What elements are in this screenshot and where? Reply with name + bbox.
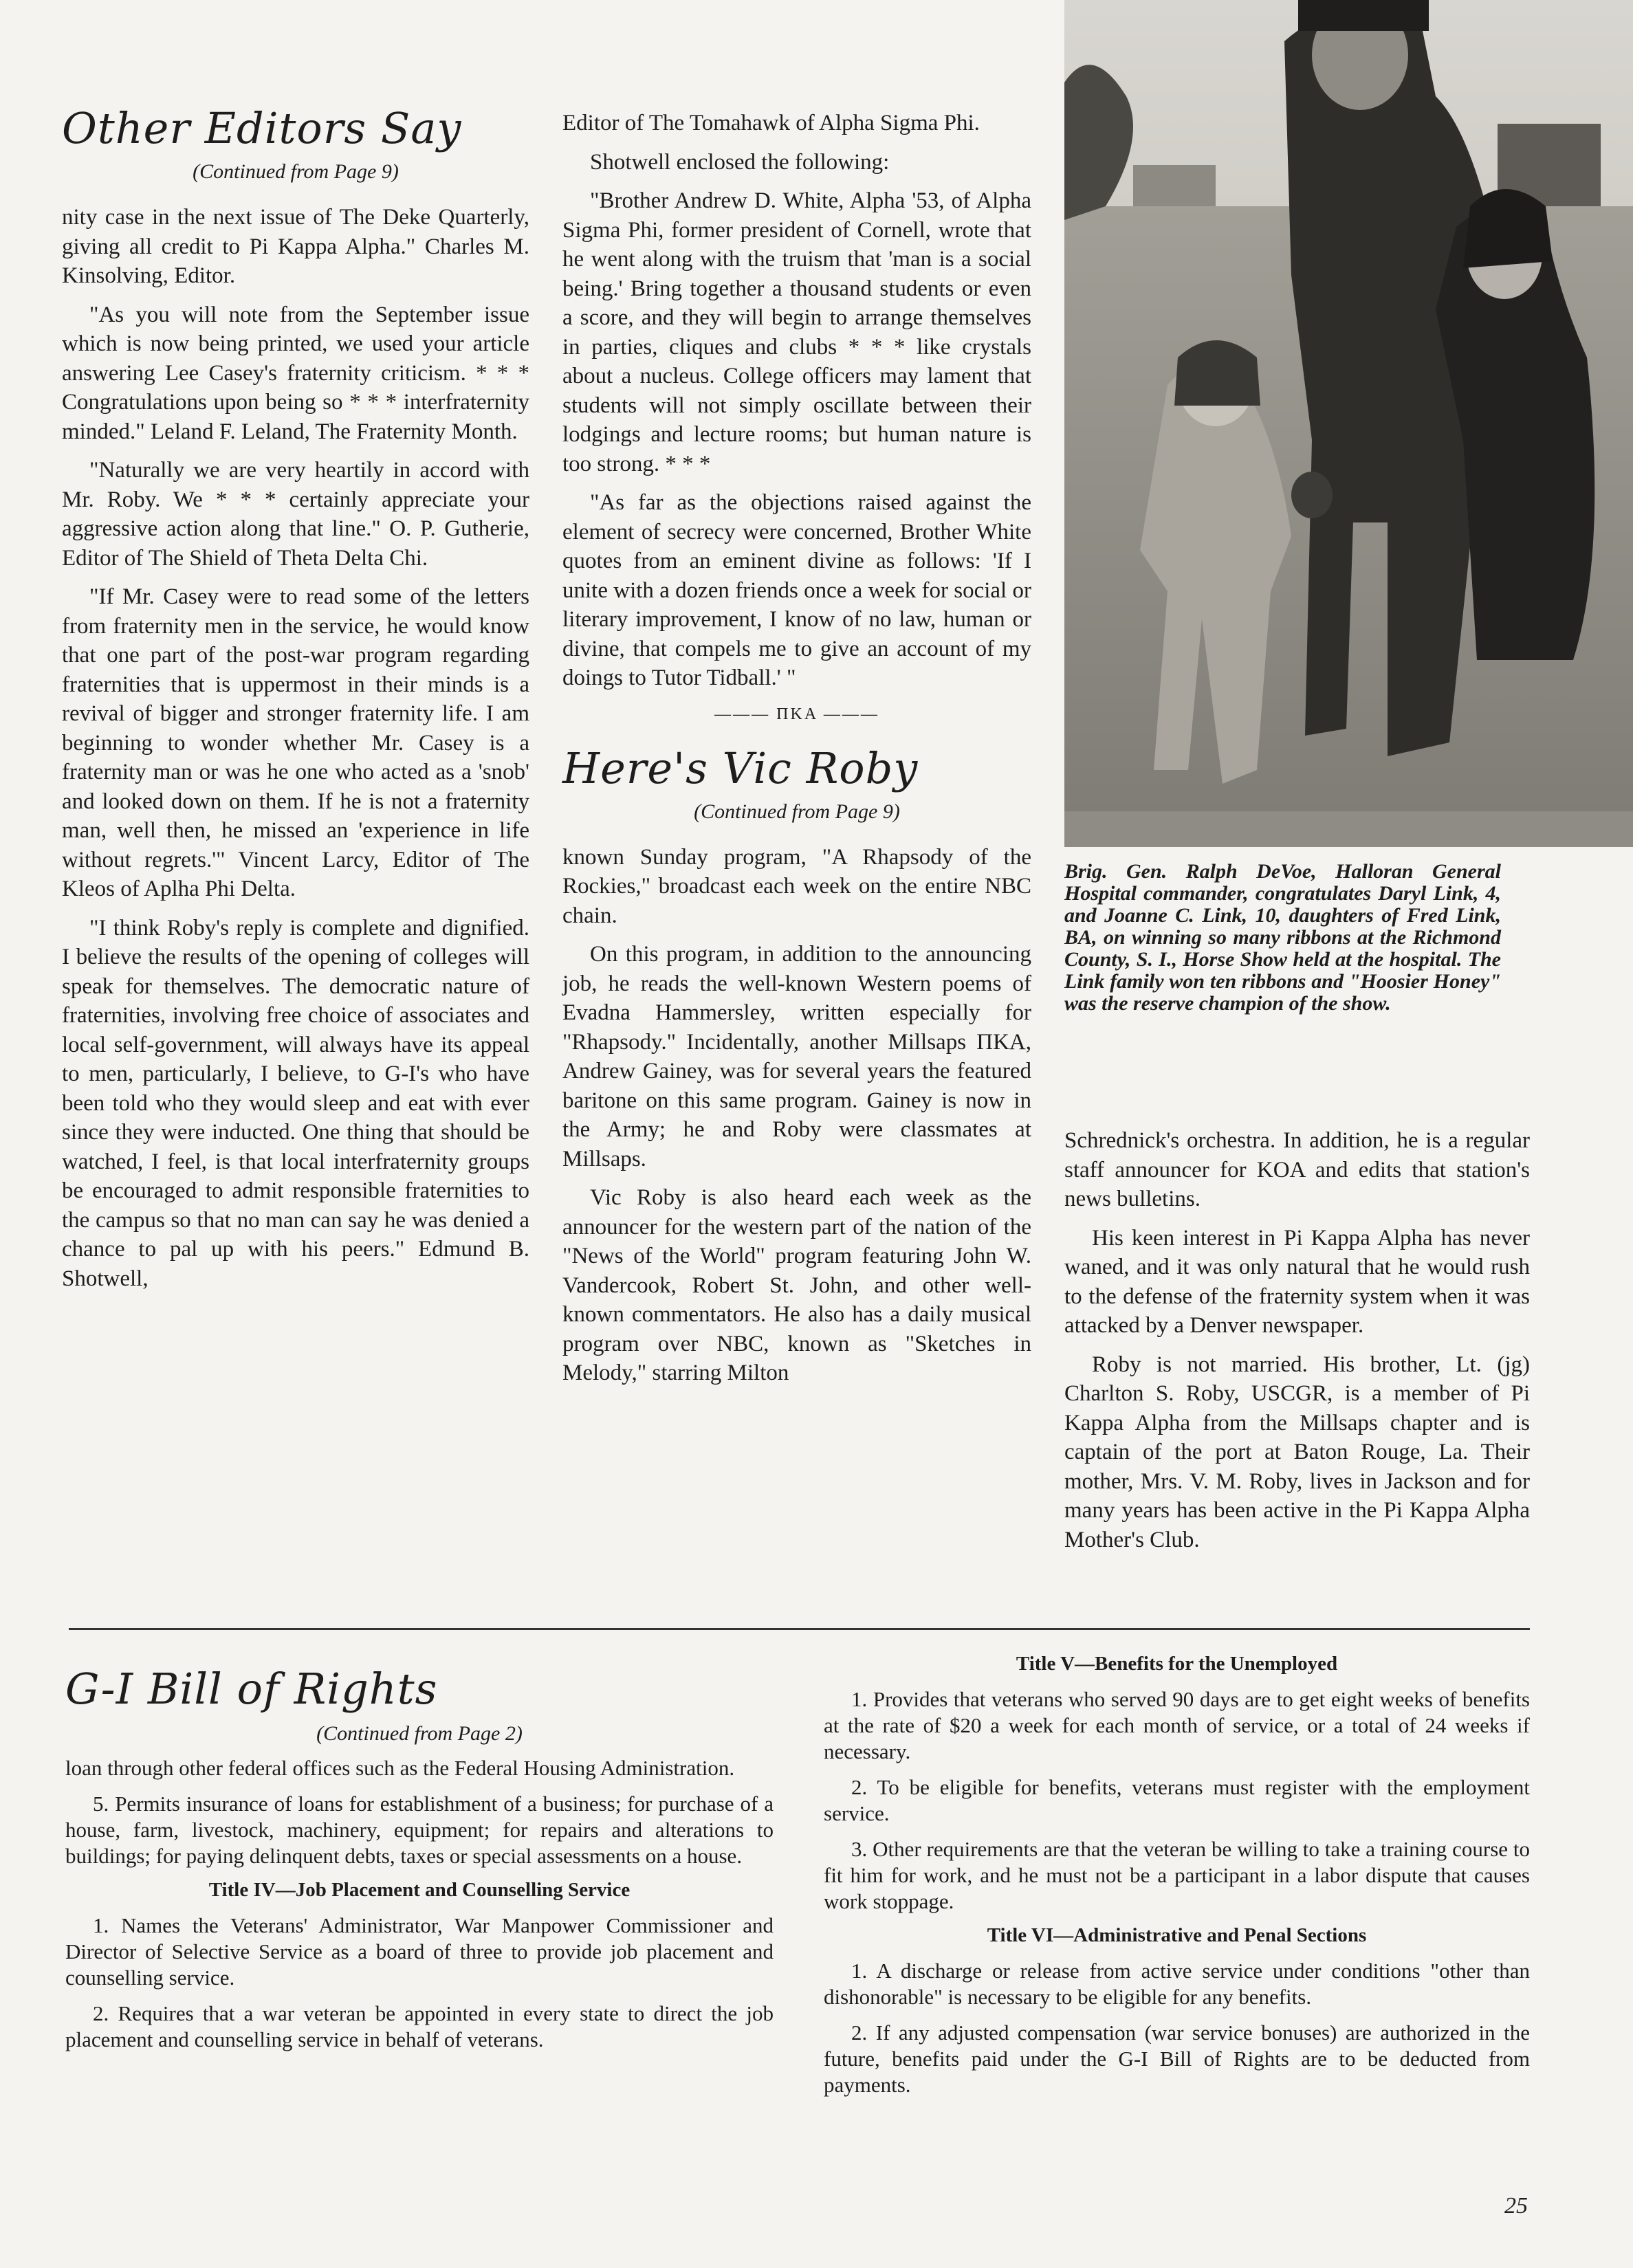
- paragraph: 1. A discharge or release from active service under conditions "other than dishonorable" is necessary to be eligible for any benefits.: [824, 1959, 1530, 2009]
- column-right-lower: [1064, 1126, 1530, 1564]
- column-other-editors: [62, 103, 529, 1303]
- paragraph: 3. Other requirements are that the veteran be willing to take a training course to fit him for work, and he must not be a participant in a labor dispute that causes work stoppage.: [824, 1837, 1530, 1913]
- other-editors-heading: Other Editors Say: [62, 103, 462, 153]
- paragraph: 2. To be eligible for benefits, veterans must register with the employment service.: [824, 1775, 1530, 1825]
- paragraph: "Naturally we are very heartily in accord with Mr. Roby. We * * * certainly appreciate your aggressive action along that line." O. P. Gutherie, Editor of The Shield of Theta Delta Chi.: [62, 458, 529, 571]
- paragraph: Roby is not married. His brother, Lt. (jg) Charlton S. Roby, USCGR, is a member of Pi Kappa Alpha from the Millsaps chapter and is captain of the port at Baton Rouge, La. Their mother, Mrs. V. M. Roby, lives in Jackson and for many years has been active in the Pi Kappa Alpha Mother's Club.: [1064, 1352, 1530, 1552]
- vic-roby-heading: Here's Vic Roby: [562, 742, 919, 793]
- vic-roby-continued: (Continued from Page 9): [694, 800, 900, 823]
- paragraph: "As you will note from the September issue which is now being printed, we used your article answering Lee Casey's fraternity criticism. * * * Congratulations upon being so * * * interfraternity minded." Leland F. Leland, The Fraternity Month.: [62, 302, 529, 444]
- photo-caption: Brig. Gen. Ralph DeVoe, Halloran General Hospital commander, congratulates Daryl Link, 4, and Joanne C. Link, 10, daughters of Fred Link, BA, on winning so many ribbons at the Richmond County, S. I., Horse Show held at the hospital. The Link family won ten ribbons and "Hoosier Honey" was the reserve champion of the show.: [1064, 860, 1501, 1015]
- column-gi-bill-right: [824, 1649, 1530, 2108]
- paragraph: nity case in the next issue of The Deke Quarterly, giving all credit to Pi Kappa Alpha." Charles M. Kinsolving, Editor.: [62, 205, 529, 288]
- title-v-heading: Title V—Benefits for the Unemployed: [1016, 1653, 1338, 1675]
- horizontal-rule: [69, 1628, 1530, 1630]
- paragraph: Editor of The Tomahawk of Alpha Sigma Phi.: [562, 111, 980, 135]
- title-iv-heading: Title IV—Job Placement and Counselling Service: [208, 1879, 631, 1901]
- paragraph: "I think Roby's reply is complete and dignified. I believe the results of the opening of colleges will speak for themselves. The democratic nature of fraternities, involving free choice of associates and local self-government, will always have its appeal to men, particularly, I believe, to G-I's who have been told who they would sleep and eat with ever since they were inducted. One thing that should be watched, I feel, is that local interfraternity groups be encouraged to admit responsible fraternities to the campus so that no man can say he was denied a chance to pal up with his peers." Edmund B. Shotwell,: [62, 915, 529, 1291]
- paragraph: 2. Requires that a war veteran be appointed in every state to direct the job placement and counselling service in behalf of veterans.: [65, 2001, 774, 2051]
- paragraph: 5. Permits insurance of loans for establishment of a business; for purchase of a house, farm, livestock, machinery, equipment; for repairs and alterations to buildings; for paying delinquent debts, taxes or special assessments on a house.: [65, 1792, 774, 1868]
- title-vi-heading: Title VI—Administrative and Penal Sections: [987, 1924, 1367, 1946]
- paragraph: Schrednick's orchestra. In addition, he is a regular staff announcer for KOA and edits that station's news bulletins.: [1064, 1128, 1530, 1211]
- photo-general-with-children: [1064, 0, 1633, 847]
- column-middle: [562, 109, 1031, 1398]
- column-gi-bill-left: [65, 1664, 774, 2062]
- other-editors-continued: (Continued from Page 9): [193, 160, 399, 183]
- gi-bill-heading: G-I Bill of Rights: [65, 1664, 438, 1714]
- paragraph: Vic Roby is also heard each week as the announcer for the western part of the nation of the "News of the World" program featuring John W. Vandercook, Robert St. John, and other well-known commentators. He also has a daily musical program over NBC, known as "Sketches in Melody," starring Milton: [562, 1185, 1031, 1385]
- page-number: 25: [1504, 2193, 1528, 2219]
- paragraph: "If Mr. Casey were to read some of the letters from fraternity men in the service, he would know that one part of the post-war program regarding fraternities that is uppermost in their minds is a revival of bigger and stronger fraternity life. I am beginning to wonder whether Mr. Casey is a fraternity man or was he one who acted as a 'snob' and looked down on them. If he is not a fraternity man, well then, he missed an 'experience in life without regrets.'" Vincent Larcy, Editor of The Kleos of Aplha Phi Delta.: [62, 584, 529, 901]
- paragraph: "Brother Andrew D. White, Alpha '53, of Alpha Sigma Phi, former president of Cornell, wrote that he went along with the truism that 'man is a social being.' Bring together a thousand students or even a score, and they will begin to arrange themselves in parties, cliques and clubs * * * like crystals about a nucleus. College officers may lament that students will not simply oscillate between their lodgings and lecture rooms; but human nature is too strong. * * *: [562, 188, 1031, 476]
- paragraph: His keen interest in Pi Kappa Alpha has never waned, and it was only natural that he would rush to the defense of the fraternity system when it was attacked by a Denver newspaper.: [1064, 1225, 1530, 1338]
- paragraph: 2. If any adjusted compensation (war service bonuses) are authorized in the future, benefits paid under the G-I Bill of Rights are to be deducted from payments.: [824, 2021, 1530, 2097]
- paragraph: known Sunday program, "A Rhapsody of the Rockies," broadcast each week on the entire NBC chain.: [562, 844, 1031, 928]
- paragraph: loan through other federal offices such as the Federal Housing Administration.: [65, 1756, 735, 1780]
- paragraph: On this program, in addition to the announcing job, he reads the well-known Western poems of Evadna Hammersley, written especially for "Rhapsody." Incidentally, another Millsaps ΠΚΑ, Andrew Gainey, was for several years the featured baritone on this same program. Gainey is now in the Army; he and Roby were classmates at Millsaps.: [562, 942, 1031, 1171]
- section-separator: ——— ΠΚΑ ———: [714, 705, 879, 723]
- paragraph: 1. Provides that veterans who served 90 days are to get eight weeks of benefits at the rate of $20 a week for each month of service, or a total of 24 weeks if necessary.: [824, 1687, 1530, 1763]
- paragraph: Shotwell enclosed the following:: [590, 149, 890, 175]
- paragraph: "As far as the objections raised against the element of secrecy were concerned, Brother White quotes from an eminent divine as follows: 'If I unite with a dozen friends once a week for social or literary improvement, I know of no law, human or divine, that compels me to give an account of my doings to Tutor Tidball.' ": [562, 490, 1031, 690]
- gi-bill-continued: (Continued from Page 2): [316, 1722, 523, 1745]
- paragraph: 1. Names the Veterans' Administrator, War Manpower Commissioner and Director of Selective Service as a board of three to provide job placement and counselling service.: [65, 1913, 774, 1990]
